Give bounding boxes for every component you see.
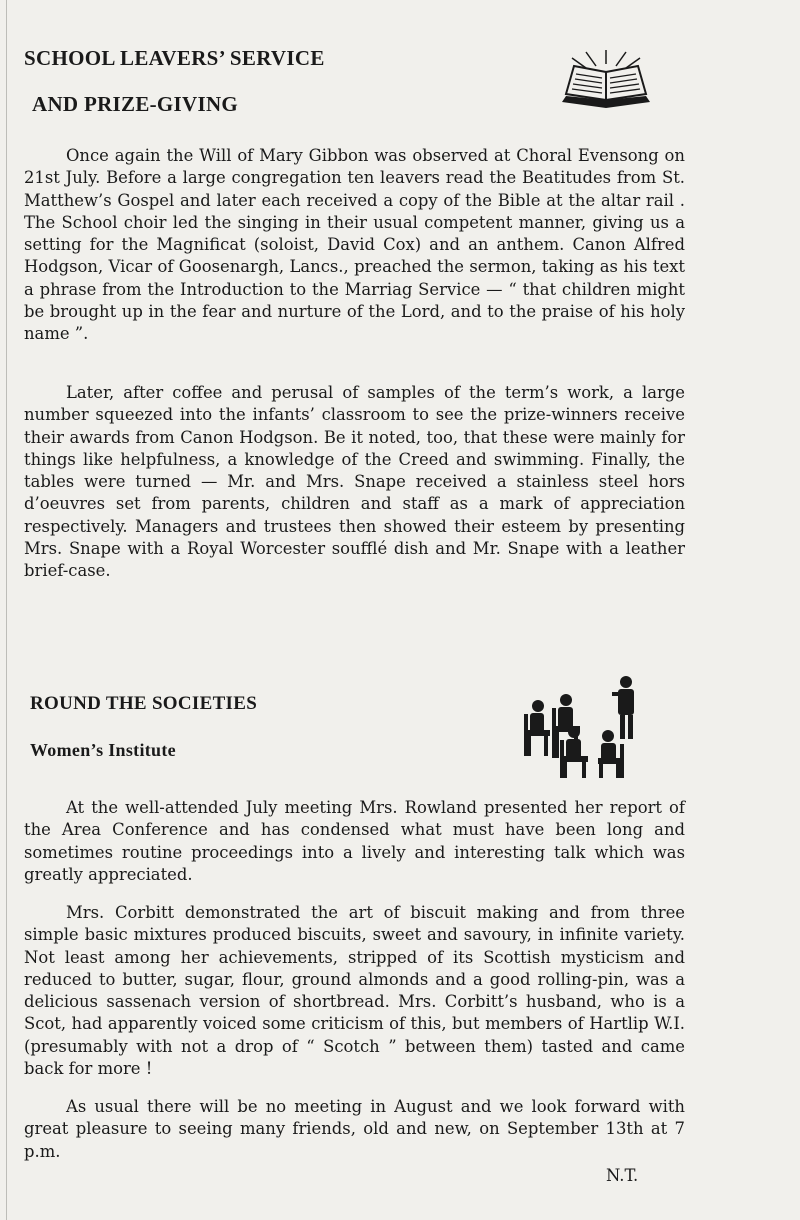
page-edge (6, 0, 7, 1220)
wi-paragraph-3: As usual there will be no meeting in August and we look forward with great pleasure to seeing many friends, old and new, on September 13th at 7 p.m. (24, 1097, 685, 1161)
service-paragraph: Once again the Will of Mary Gibbon was observed at Choral Evensong on 21st July. Before a large congregation ten leavers read the Beatitudes from St. Matthew’s Gospel and later each received a copy of the Bible at the altar rail . The School choir led the singing in their usual competent manner, giving us a setting for the Magnificat (soloist, David Cox) and an anthem. Canon Alfred Hodgson, Vicar of Goosenargh, Lancs., preached the sermon, taking as his text a phrase from the Introduction to the Marriag Service — “ that children might be brought up in the fear and nurture of the Lord, and to the praise of his holy name ”. (24, 146, 685, 344)
section-title-line2: AND PRIZE-GIVING (32, 92, 239, 116)
author-signature: N.T. (606, 1166, 639, 1185)
seated-group-icon (522, 670, 650, 780)
wi-paragraph-2: Mrs. Corbitt demonstrated the art of biscuit making and from three simple basic mixtures produced biscuits, sweet and savoury, in infinite variety. Not least among her achievements, stripped of its Scottish mysticism and reduced to butter, sugar, flour, ground almonds and a good rolling-pin, was a delicious sassenach version of shortbread. Mrs. Corbitt’s husband, who is a Scot, had apparently voiced some criticism of this, but members of Hartlip W.I. (presumably with not a drop of “ Scotch ” between them) tasted and came back for more ! (24, 903, 685, 1079)
prize-giving-paragraph: Later, after coffee and perusal of samples of the term’s work, a large number squeezed into the infants’ classroom to see the prize-winners receive their awards from Canon Hodgson. Be it noted, too, that these were mainly for things like helpfulness, a knowledge of the Creed and swimming. Finally, the tables were turned — Mr. and Mrs. Snape received a stainless steel hors d’oeuvres set from parents, children and staff as a mark of appreciation respectively. Managers and trustees then showed their esteem by presenting Mrs. Snape with a Royal Worcester soufflé dish and Mr. Snape with a leather brief-case. (24, 383, 685, 581)
womens-institute-subtitle: Women’s Institute (30, 740, 176, 760)
section-title-line1: SCHOOL LEAVERS’ SERVICE (24, 46, 325, 70)
wi-paragraph-1: At the well-attended July meeting Mrs. Rowland presented her report of the Area Conference and has condensed what must have been long and sometimes routine proceedings into a lively and interesting talk which was greatly appreciated. (24, 798, 685, 884)
open-bible-icon (556, 50, 656, 112)
societies-title: ROUND THE SOCIETIES (30, 693, 258, 714)
